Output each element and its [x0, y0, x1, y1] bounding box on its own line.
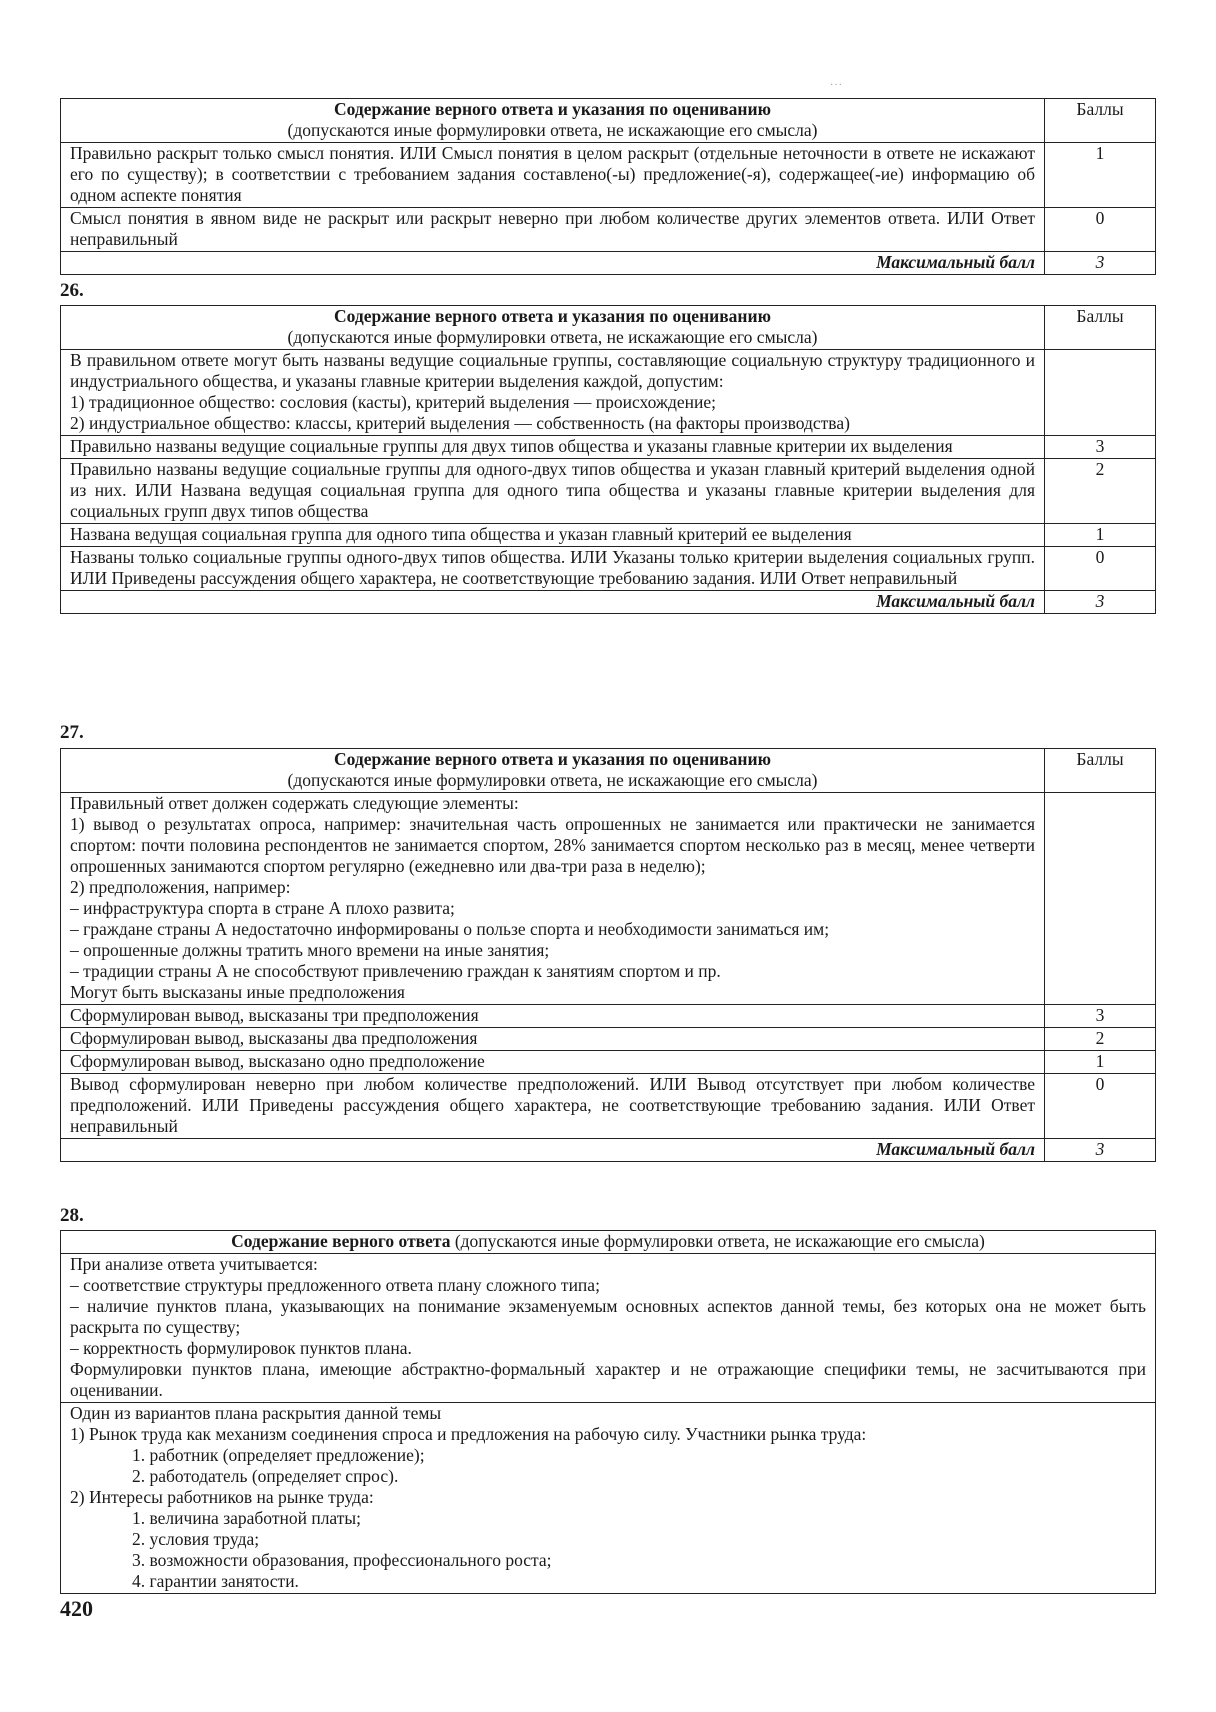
criterion-score: 1 [1045, 524, 1156, 547]
criteria-table-26 [60, 305, 1156, 614]
max-score-value: 3 [1045, 1139, 1156, 1162]
table-row [61, 1051, 1156, 1074]
header-title: Содержание верного ответа и указания по оцениванию [334, 99, 771, 119]
criterion-score: 0 [1045, 547, 1156, 591]
header-cell [61, 749, 1045, 793]
criterion-score: 2 [1045, 1028, 1156, 1051]
content-line: 1) вывод о результатах опроса, например: значительная часть опрошенных не занимается или практически не занимается спортом: почти половина респондентов не занимается спортом, 28% занимается спортом несколько раз в месяц, менее четверти опрошенных занимаются спортом регулярно (ежедневно или два-три раза в неделю); [70, 814, 1035, 876]
criterion-score: 1 [1045, 143, 1156, 208]
criterion-score: 0 [1045, 1074, 1156, 1139]
analysis-content [61, 1254, 1156, 1403]
table-header-row [61, 749, 1156, 793]
criteria-table-27 [60, 748, 1156, 1162]
max-score-row [61, 591, 1156, 614]
content-line: 1) традиционное общество: сословия (касты), критерий выделения — происхождение; [70, 392, 717, 412]
header-title: Содержание верного ответа [231, 1231, 451, 1251]
content-line: – инфраструктура спорта в стране А плохо развита; [70, 898, 455, 918]
content-line: 2) предположения, например: [70, 877, 291, 897]
scan-mark: ··· [830, 80, 843, 91]
content-line: – граждане страны А недостаточно информированы о пользе спорта и необходимости заниматься им; [70, 919, 830, 939]
table-row [61, 459, 1156, 524]
criterion-text: Правильно названы ведущие социальные группы для двух типов общества и указаны главные критерии их выделения [61, 436, 1045, 459]
criterion-text: Смысл понятия в явном виде не раскрыт или раскрыт неверно при любом количестве других элементов ответа. ИЛИ Ответ неправильный [61, 208, 1045, 252]
table-row [61, 1028, 1156, 1051]
table-row [61, 1074, 1156, 1139]
criterion-text: Названы только социальные группы одного-двух типов общества. ИЛИ Указаны только критерии выделения социальных групп. ИЛИ Приведены рассуждения общего характера, не соответствующие требованию задания. ИЛИ Ответ неправильный [61, 547, 1045, 591]
criterion-score: 1 [1045, 1051, 1156, 1074]
header-subtitle: (допускаются иные формулировки ответа, не искажающие его смысла) [450, 1231, 985, 1251]
criterion-text: Правильно раскрыт только смысл понятия. ИЛИ Смысл понятия в целом раскрыт (отдельные неточности в ответе не искажают его по существу); в соответствии с требованием задания составлено(-ы) предложение(-я), содержащее(-ие) информацию об одном аспекте понятия [61, 143, 1045, 208]
max-score-label: Максимальный балл [61, 252, 1045, 275]
table-header-row [61, 1231, 1156, 1254]
max-score-row [61, 252, 1156, 275]
question-number-26: 26. [60, 280, 84, 301]
header-subtitle: (допускаются иные формулировки ответа, не искажающие его смысла) [287, 770, 818, 790]
max-score-label: Максимальный балл [61, 591, 1045, 614]
content-line: – опрошенные должны тратить много времени на иные занятия; [70, 940, 550, 960]
table-row [61, 436, 1156, 459]
plan-title: Один из вариантов плана раскрытия данной темы [70, 1403, 442, 1423]
plan-item: 1) Рынок труда как механизм соединения спроса и предложения на рабочую силу. Участники рынка труда: [70, 1424, 867, 1444]
question-number-28: 28. [60, 1205, 84, 1226]
plan-subitem: 2. условия труда; [132, 1529, 260, 1549]
plan-item: 2) Интересы работников на рынке труда: [70, 1487, 374, 1507]
score-header: Баллы [1045, 306, 1156, 350]
plan-subitem: 4. гарантии занятости. [132, 1571, 299, 1591]
score-header: Баллы [1045, 749, 1156, 793]
intro-row [61, 350, 1156, 436]
content-line: – корректность формулировок пунктов плана. [70, 1338, 412, 1358]
criterion-text: Правильно названы ведущие социальные группы для одного-двух типов общества и указан главный критерий выделения одной из них. ИЛИ Названа ведущая социальная группа для одного типа общества и указаны главные критерии выделения для социальных групп двух типов общества [61, 459, 1045, 524]
content-line: Формулировки пунктов плана, имеющие абстрактно-формальный характер и не отражающие специфики темы, не засчитываются при оценивании. [70, 1359, 1146, 1400]
content-line: 2) индустриальное общество: классы, критерий выделения — собственность (на факторы производства) [70, 413, 850, 433]
plan-row [61, 1403, 1156, 1594]
answer-content [61, 350, 1045, 436]
plan-subitem: 1. работник (определяет предложение); [132, 1445, 425, 1465]
analysis-row [61, 1254, 1156, 1403]
table-row [61, 208, 1156, 252]
table-row [61, 547, 1156, 591]
content-line: – соответствие структуры предложенного ответа плану сложного типа; [70, 1275, 600, 1295]
table-row [61, 1005, 1156, 1028]
header-title: Содержание верного ответа и указания по оцениванию [334, 749, 771, 769]
criterion-text: Названа ведущая социальная группа для одного типа общества и указан главный критерий ее выделения [61, 524, 1045, 547]
table-header-row [61, 99, 1156, 143]
max-score-row [61, 1139, 1156, 1162]
plan-subitem: 1. величина заработной платы; [132, 1508, 362, 1528]
criterion-score: 3 [1045, 436, 1156, 459]
empty-score-cell [1045, 793, 1156, 1005]
header-cell [61, 306, 1045, 350]
header-cell [61, 1231, 1156, 1254]
table-row [61, 524, 1156, 547]
table-row [61, 143, 1156, 208]
criteria-table-28 [60, 1230, 1156, 1594]
max-score-value: 3 [1045, 252, 1156, 275]
max-score-label: Максимальный балл [61, 1139, 1045, 1162]
criterion-score: 3 [1045, 1005, 1156, 1028]
criterion-text: Сформулирован вывод, высказаны два предположения [61, 1028, 1045, 1051]
content-line: В правильном ответе могут быть названы ведущие социальные группы, составляющие социальную структуру традиционного и индустриального общества, и указаны главные критерии выделения каждой, допустим: [70, 350, 1035, 391]
criterion-score: 2 [1045, 459, 1156, 524]
page-number: 420 [60, 1596, 93, 1621]
empty-score-cell [1045, 350, 1156, 436]
criterion-text: Вывод сформулирован неверно при любом количестве предположений. ИЛИ Вывод отсутствует при любом количестве предположений. ИЛИ Приведены рассуждения общего характера, не соответствующие требованию задания. ИЛИ Ответ неправильный [61, 1074, 1045, 1139]
content-line: Правильный ответ должен содержать следующие элементы: [70, 793, 519, 813]
intro-row [61, 793, 1156, 1005]
answer-content [61, 793, 1045, 1005]
question-number-27: 27. [60, 722, 84, 743]
criterion-text: Сформулирован вывод, высказаны три предположения [61, 1005, 1045, 1028]
plan-subitem: 3. возможности образования, профессионального роста; [132, 1550, 552, 1570]
criteria-table-25 [60, 98, 1156, 275]
header-cell [61, 99, 1045, 143]
header-subtitle: (допускаются иные формулировки ответа, не искажающие его смысла) [287, 120, 818, 140]
criterion-score: 0 [1045, 208, 1156, 252]
max-score-value: 3 [1045, 591, 1156, 614]
plan-content [61, 1403, 1156, 1594]
plan-subitem: 2. работодатель (определяет спрос). [132, 1466, 399, 1486]
content-line: Могут быть высказаны иные предположения [70, 982, 405, 1002]
score-header: Баллы [1045, 99, 1156, 143]
header-subtitle: (допускаются иные формулировки ответа, не искажающие его смысла) [287, 327, 818, 347]
content-line: При анализе ответа учитывается: [70, 1254, 318, 1274]
content-line: – наличие пунктов плана, указывающих на понимание экзаменуемым основных аспектов данной темы, без которых она не может быть раскрыта по существу; [70, 1296, 1146, 1337]
table-header-row [61, 306, 1156, 350]
header-title: Содержание верного ответа и указания по оцениванию [334, 306, 771, 326]
content-line: – традиции страны А не способствуют привлечению граждан к занятиям спортом и пр. [70, 961, 721, 981]
criterion-text: Сформулирован вывод, высказано одно предположение [61, 1051, 1045, 1074]
